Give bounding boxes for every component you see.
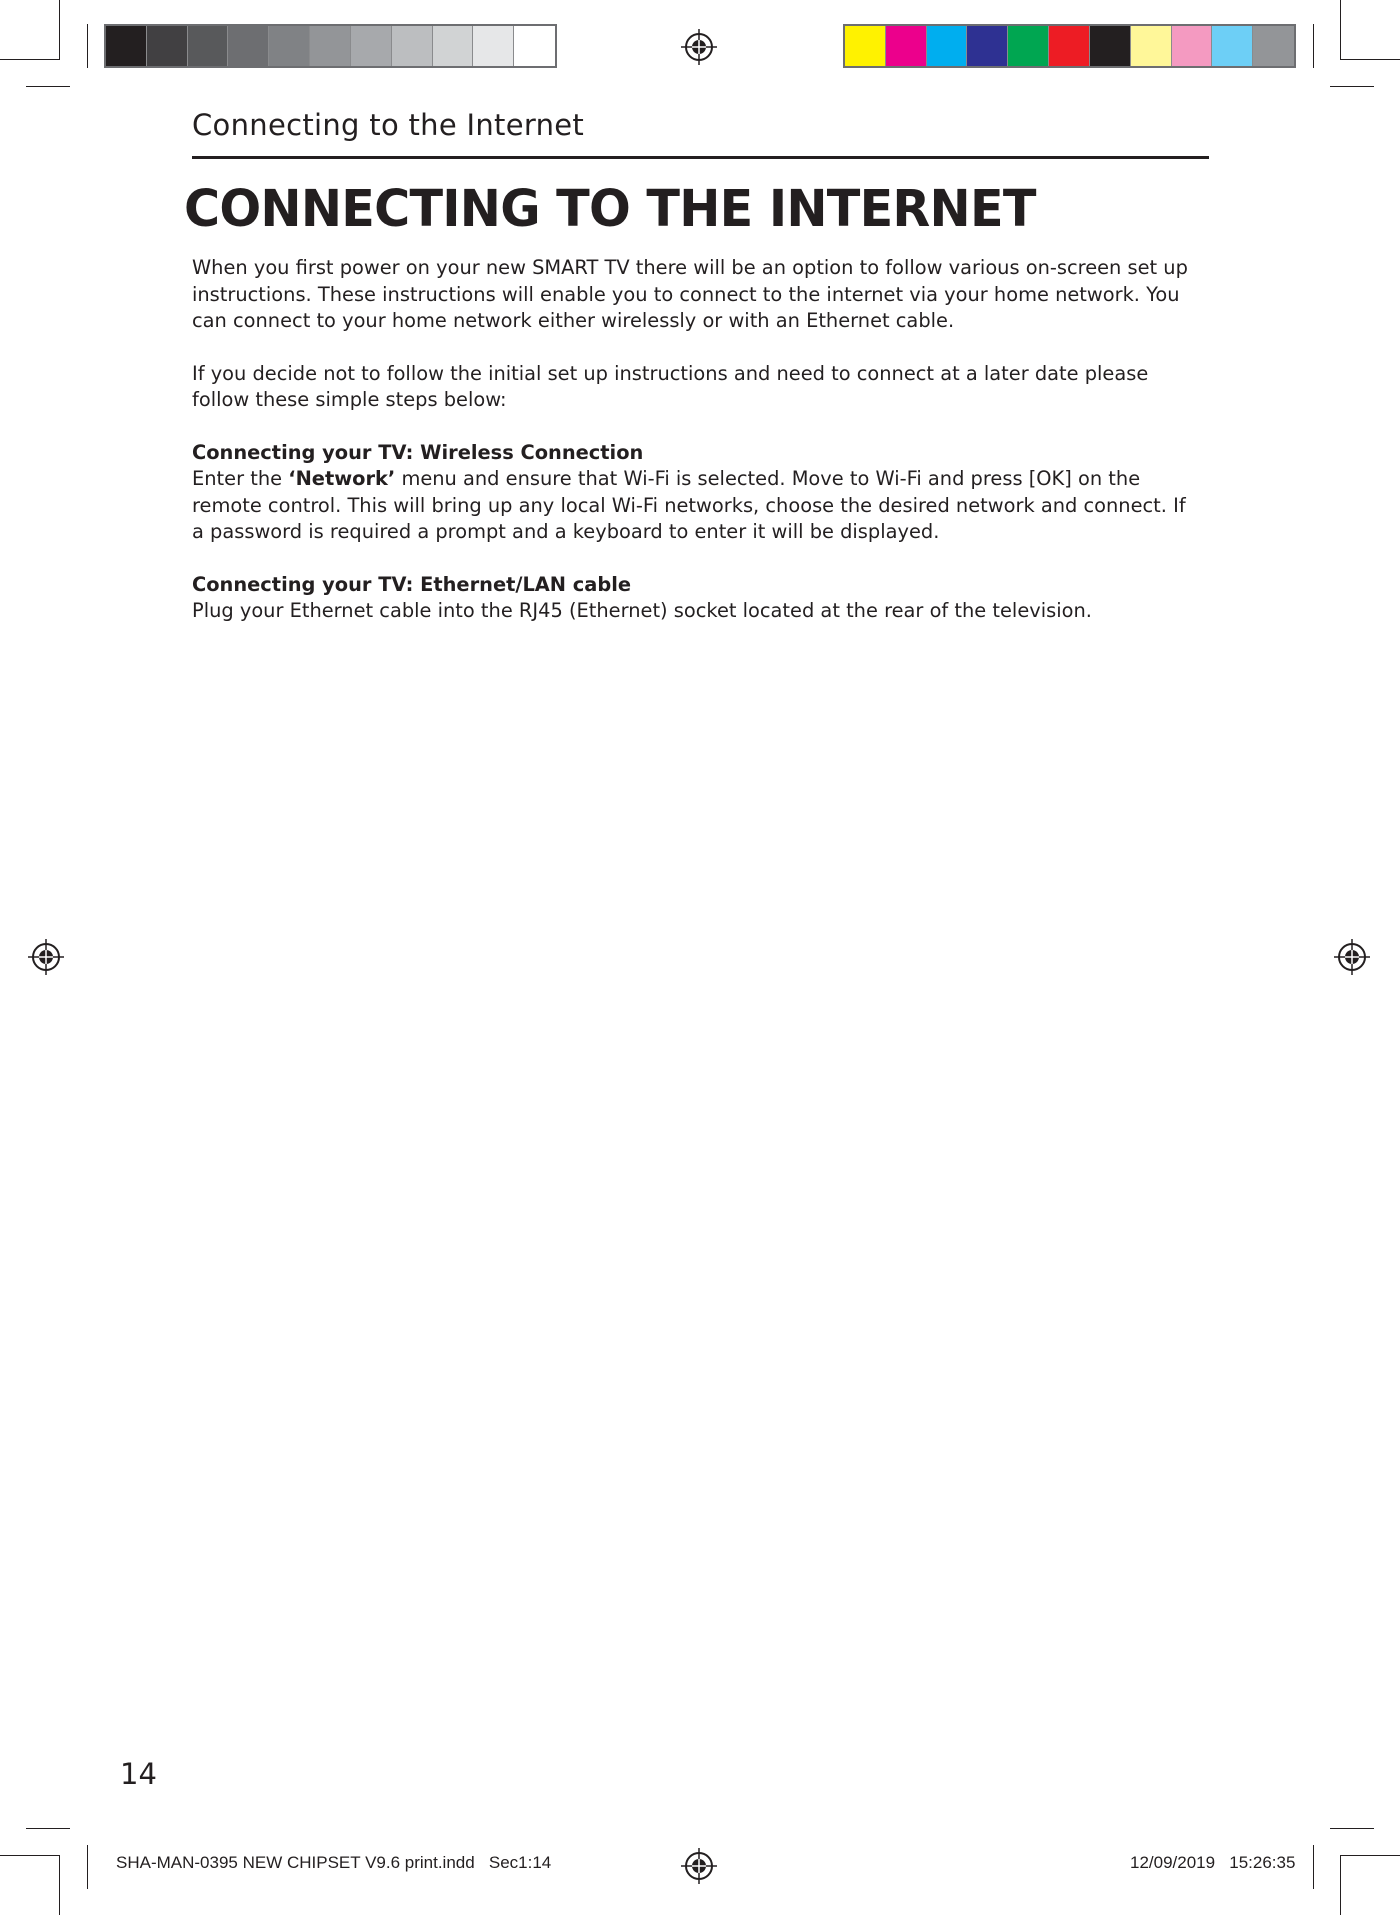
color-swatch <box>310 26 351 66</box>
color-swatch <box>188 26 229 66</box>
crop-mark <box>1340 1855 1400 1856</box>
color-swatch <box>1131 26 1172 66</box>
crop-mark <box>1340 0 1341 60</box>
crop-mark <box>1313 24 1314 68</box>
color-swatch <box>351 26 392 66</box>
running-header: Connecting to the Internet <box>192 108 585 142</box>
page-number: 14 <box>120 1757 157 1791</box>
color-swatch <box>147 26 188 66</box>
crop-mark <box>1330 1828 1374 1829</box>
slug-timestamp: 12/09/2019 15:26:35 <box>1130 1853 1296 1872</box>
crop-mark <box>1340 59 1400 60</box>
crop-mark <box>1313 1845 1314 1889</box>
color-swatch <box>967 26 1008 66</box>
color-swatch <box>1253 26 1294 66</box>
color-swatch <box>228 26 269 66</box>
header-rule <box>192 156 1209 159</box>
color-swatch <box>886 26 927 66</box>
crop-mark <box>0 59 60 60</box>
color-swatch <box>1212 26 1253 66</box>
crop-mark <box>87 1845 88 1889</box>
color-swatch <box>845 26 886 66</box>
crop-mark <box>87 24 88 68</box>
registration-crosshair-icon <box>1334 939 1370 975</box>
network-menu-name: ‘Network’ <box>288 467 396 490</box>
wireless-heading: Connecting your TV: Wireless Connection <box>192 440 644 464</box>
process-color-bar <box>843 24 1296 68</box>
registration-crosshair-icon <box>681 1848 717 1884</box>
registration-crosshair-icon <box>681 29 717 65</box>
color-swatch <box>1049 26 1090 66</box>
color-swatch <box>473 26 514 66</box>
color-swatch <box>269 26 310 66</box>
color-swatch <box>927 26 968 66</box>
registration-crosshair-icon <box>28 939 64 975</box>
color-swatch <box>1008 26 1049 66</box>
crop-mark <box>0 1855 60 1856</box>
crop-mark <box>26 86 70 87</box>
body-content <box>192 255 1192 625</box>
intro-paragraph: When you first power on your new SMART TV there will be an option to follow various on-screen set up instructions. These instructions will enable you to connect to the internet via your home network. You can connect to your home network either wirelessly or with an Ethernet cable. <box>192 256 1188 332</box>
color-swatch <box>514 26 555 66</box>
color-swatch <box>392 26 433 66</box>
crop-mark <box>26 1828 70 1829</box>
color-swatch <box>433 26 474 66</box>
wireless-paragraph <box>192 466 1192 546</box>
crop-mark <box>1340 1855 1341 1915</box>
crop-mark <box>1330 86 1374 87</box>
color-swatch <box>106 26 147 66</box>
slug-file-info: SHA-MAN-0395 NEW CHIPSET V9.6 print.indd Sec1:14 <box>116 1853 552 1872</box>
color-swatch <box>1090 26 1131 66</box>
color-swatch <box>1172 26 1213 66</box>
ethernet-paragraph: Plug your Ethernet cable into the RJ45 (Ethernet) socket located at the rear of the television. <box>192 599 1092 622</box>
grayscale-color-bar <box>104 24 557 68</box>
ethernet-heading: Connecting your TV: Ethernet/LAN cable <box>192 572 632 596</box>
wireless-text-after: menu and ensure that Wi-Fi is selected. Move to Wi-Fi and press [OK] on the remote control. This will bring up any local Wi-Fi networks, choose the desired network and connect. If a password is required a prompt and a keyboard to enter it will be displayed. <box>192 467 1186 543</box>
page-title: CONNECTING TO THE INTERNET <box>184 180 1036 239</box>
crop-mark <box>59 0 60 60</box>
crop-mark <box>59 1855 60 1915</box>
later-setup-paragraph: If you decide not to follow the initial set up instructions and need to connect at a later date please follow these simple steps below: <box>192 361 1149 411</box>
wireless-text-before: Enter the <box>192 467 289 490</box>
